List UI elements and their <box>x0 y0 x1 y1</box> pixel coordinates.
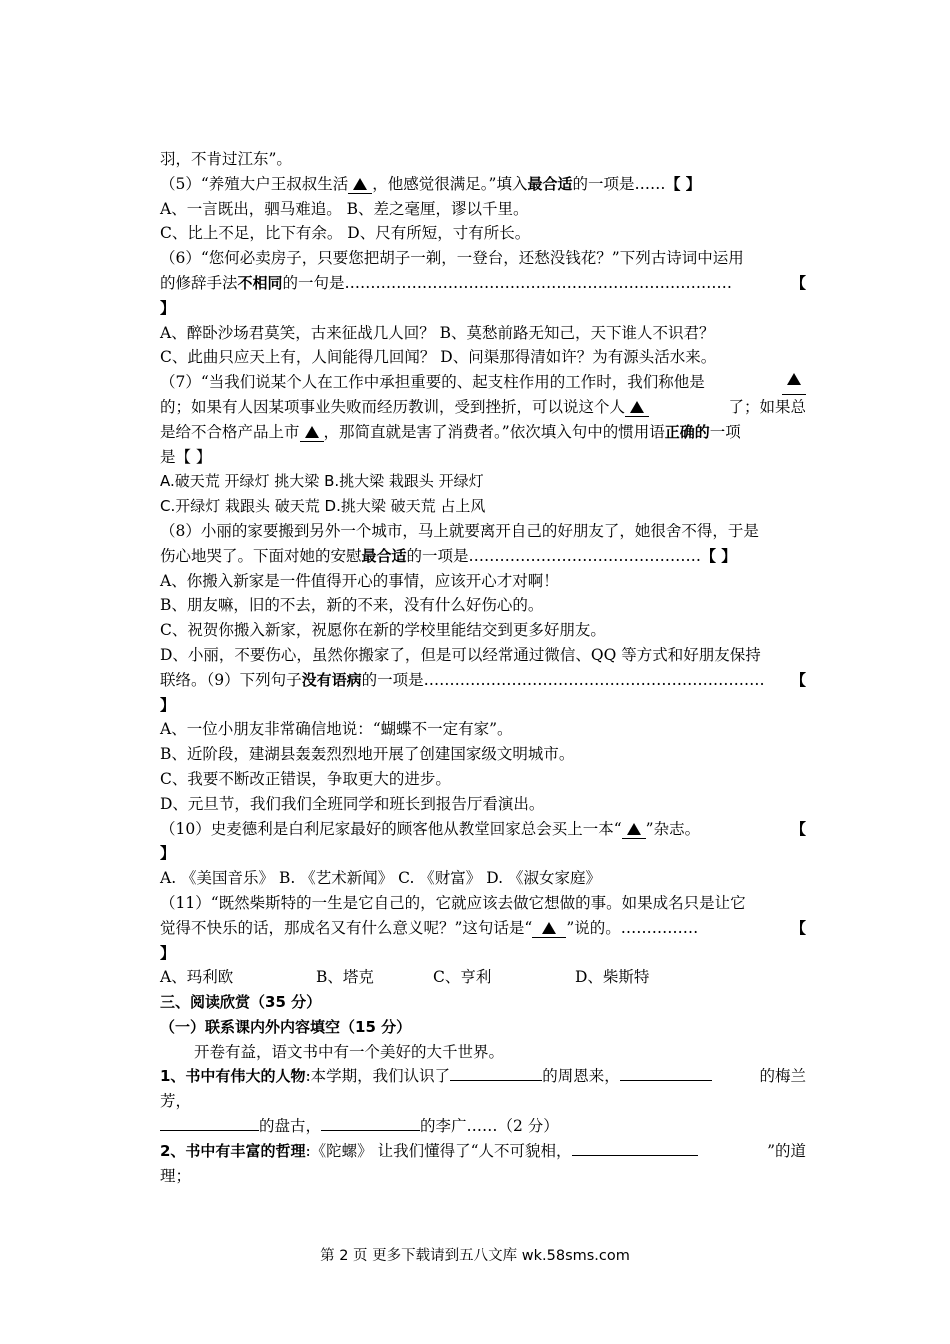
fill-blank <box>620 1064 712 1081</box>
option-line: A、一言既出，驷马难追。 B、差之毫厘，谬以千里。 <box>160 199 529 218</box>
fill-item-1: 1、书中有伟大的人物:本学期，我们认识了 的周恩来， 的梅兰 <box>160 1064 806 1089</box>
option-line: B、朋友嘛，旧的不去，新的不来，没有什么好伤心的。 <box>160 596 544 615</box>
text-line <box>160 296 806 321</box>
question-8: （8）小丽的家要搬到另外一个城市，马上就要离开自己的好朋友了，她很舍不得，于是 <box>160 521 759 540</box>
triangle-icon <box>305 426 319 438</box>
triangle-icon <box>542 922 556 934</box>
option-line: C、比上不足，比下有余。 D、尺有所短，寸有所长。 <box>160 224 531 243</box>
section-heading: 三、阅读欣赏（35 分） <box>160 993 322 1012</box>
question-7: （7）“当我们说某个人在工作中承担重要的、起支柱作用的工作时，我们称他是 <box>160 370 806 395</box>
question-11: （11）“既然柴斯特的一生是它自己的，它就应该去做它想做的事。如果成名只是让它 <box>160 893 746 912</box>
text-line <box>160 693 806 718</box>
option-line: A、你搬入新家是一件值得开心的事情，应该开心才对啊！ <box>160 571 559 590</box>
fill-blank <box>572 1139 698 1156</box>
triangle-icon <box>787 373 801 385</box>
blank-triangle <box>622 820 646 839</box>
text-line: 芳， <box>160 1092 192 1111</box>
text-line: 理； <box>160 1166 192 1185</box>
option-line: D、元旦节，我们我们全班同学和班长到报告厅看演出。 <box>160 794 545 813</box>
option-line: D、小丽，不要伤心，虽然你搬家了，但是可以经常通过微信、QQ 等方式和好朋友保持 <box>160 645 761 664</box>
subsection-heading: （一）联系课内外内容填空（15 分） <box>160 1017 412 1036</box>
answer-bracket-open: 【 <box>790 819 806 838</box>
answer-bracket-open: 【 <box>790 273 806 292</box>
blank-triangle <box>532 919 566 938</box>
question-7-line3: 是给不合格产品上市 ，那简直就是害了消费者。”依次填入句中的惯用语正确的一项 <box>160 422 741 441</box>
question-9: 联络。（9）下列句子没有语病的一项是………………………………………………………… 【 <box>160 668 806 693</box>
answer-bracket-close: 】 <box>160 298 176 317</box>
question-5: （5）“养殖大户王叔叔生活 ，他感觉很满足。”填入最合适的一项是……【 】 <box>160 174 701 193</box>
option-line: B、近阶段，建湖县轰轰烈烈地开展了创建国家级文明城市。 <box>160 745 575 764</box>
option-line: C、我要不断改正错误，争取更大的进步。 <box>160 769 451 788</box>
option-line: C、祝贺你搬入新家，祝愿你在新的学校里能结交到更多好朋友。 <box>160 621 606 640</box>
question-10: （10）史麦德利是白利尼家最好的顾客他从教堂回家总会买上一本“ ”杂志。 【 <box>160 817 806 842</box>
text-line: 羽，不肯过江东”。 <box>160 150 292 168</box>
answer-bracket-open: 【 <box>790 670 806 689</box>
option-line: C.开绿灯 栽跟头 破天荒 D.挑大梁 破天荒 占上风 <box>160 497 486 516</box>
exam-page <box>160 147 806 1188</box>
intro-line: 开卷有益，语文书中有一个美好的大千世界。 <box>194 1042 505 1061</box>
question-6-line2: 的修辞手法不相同的一句是………………………………………………………………… 【 <box>160 271 806 296</box>
option-line: C、此曲只应天上有，人间能得几回闻？ D、问渠那得清如许？为有源头活水来。 <box>160 348 717 367</box>
question-8-line2: 伤心地哭了。下面对她的安慰最合适的一项是………………………………………【 】 <box>160 546 737 565</box>
answer-bracket: 【 】 <box>665 174 701 193</box>
answer-bracket-close: 】 <box>160 844 176 863</box>
question-6: （6）“您何必卖房子，只要您把胡子一剃，一登台，还愁没钱花？”下列古诗词中运用 <box>160 249 744 268</box>
option-line: A、一位小朋友非常确信地说：“蝴蝶不一定有家”。 <box>160 720 513 739</box>
fill-blank <box>450 1064 542 1081</box>
answer-bracket-open: 【 <box>790 918 806 937</box>
option-line: A、醉卧沙场君莫笑，古来征战几人回？ B、莫愁前路无知己，天下谁人不识君？ <box>160 323 715 342</box>
page-footer: 第 2 页 更多下载请到五八文库 wk.58sms.com <box>320 1248 630 1264</box>
blank-triangle <box>300 423 324 442</box>
question-7-line2: 的；如果有人因某项事业失败而经历教训，受到挫折，可以说这个人 了；如果总 <box>160 397 806 416</box>
option-line: A. 《美国音乐》 B. 《艺术新闻》 C. 《财富》 D. 《淑女家庭》 <box>160 869 601 888</box>
text-line <box>160 841 806 866</box>
answer-bracket-close: 】 <box>160 943 176 962</box>
triangle-icon <box>627 823 641 835</box>
fill-blank <box>321 1114 420 1131</box>
blank-triangle <box>782 370 806 395</box>
blank-triangle <box>625 398 649 417</box>
option-line: A.破天荒 开绿灯 挑大梁 B.挑大梁 栽跟头 开绿灯 <box>160 472 484 491</box>
blank-triangle <box>348 175 372 194</box>
fill-item-1-line2: 的盘古， 的李广……（2 分） <box>160 1114 806 1139</box>
triangle-icon <box>353 178 367 190</box>
fill-blank <box>160 1114 259 1131</box>
fill-item-2: 2、书中有丰富的哲理:《陀螺》 让我们懂得了“人不可貌相， ”的道 <box>160 1139 806 1164</box>
answer-bracket-close: 】 <box>160 695 176 714</box>
text-line <box>160 941 806 966</box>
option-line: A、玛利欧 B、塔克 C、亨利 D、柴斯特 <box>160 968 650 987</box>
answer-bracket: 【 】 <box>701 546 737 565</box>
triangle-icon <box>630 401 644 413</box>
question-11-line2: 觉得不快乐的话，那成名又有什么意义呢？”这句话是“ ”说的。…………… 【 <box>160 916 806 941</box>
answer-bracket-line: 是【 】 <box>160 447 212 466</box>
